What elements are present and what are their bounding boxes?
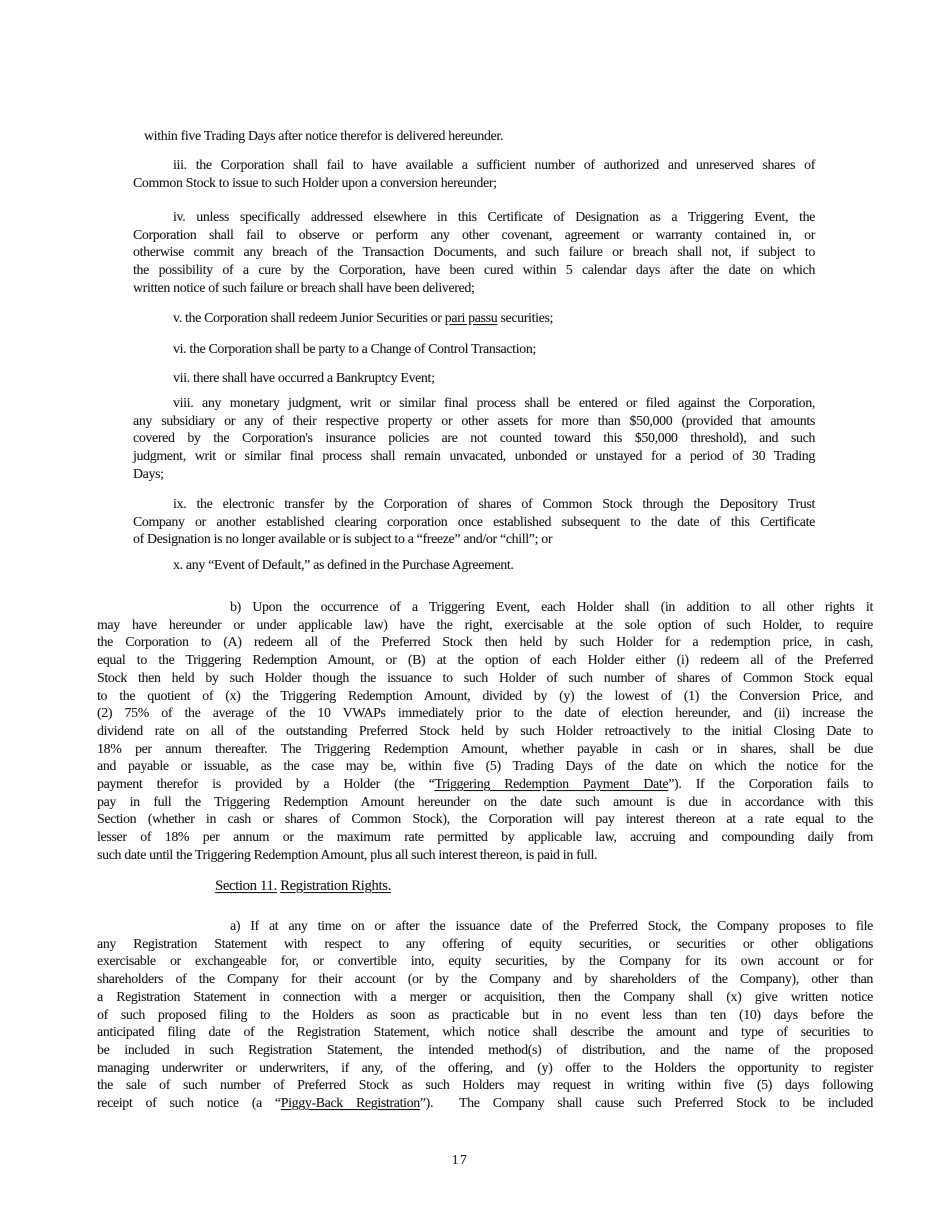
text-segment: covered by the Corporation's insurance policies are not counted toward this $50,000 threshold), and such (133, 430, 815, 446)
text-line (97, 828, 873, 846)
text-line (97, 722, 873, 740)
text-segment: anticipated filing date of the Registration Statement, which notice shall describe the amount and type of securities to (97, 1024, 873, 1040)
text-line (133, 495, 815, 513)
text-segment: the sale of such number of Preferred Stock as such Holders may request in writing within five (5) days following (97, 1077, 873, 1093)
text-segment: b) Upon the occurrence of a Triggering Event, each Holder shall (in addition to all other rights it (230, 599, 873, 614)
list-item-iv (133, 208, 815, 297)
text-segment: a) If at any time on or after the issuance date of the Preferred Stock, the Company proposes to file (230, 918, 873, 933)
text-line (97, 633, 873, 651)
text-segment: ”). The Company shall cause such Preferred Stock to be included (419, 1095, 874, 1111)
text-line (215, 878, 665, 896)
text-segment: ”). If the Corporation fails to (668, 776, 873, 792)
text-segment: pay in full the Triggering Redemption Amount hereunder on the date such amount is due in accordance with this (97, 793, 873, 809)
text-segment: Days; (133, 465, 164, 481)
underlined-term: pari passu (444, 310, 498, 325)
text-line (133, 369, 815, 387)
text-segment: v. the Corporation shall redeem Junior Securities or (173, 310, 445, 325)
text-segment: Corporation shall fail to observe or perform any other covenant, agreement or warranty contained in, or (133, 226, 815, 242)
text-segment: ix. the electronic transfer by the Corporation of shares of Common Stock through the Depository Trust (173, 496, 815, 511)
text-segment: shareholders of the Company for their account (or by the Company and by shareholders of the Company), other than (97, 971, 873, 987)
list-item-vi (133, 340, 815, 358)
text-segment: such date until the Triggering Redemption Amount, plus all such interest thereon, is paid in full. (97, 846, 598, 862)
text-line (97, 1076, 873, 1094)
text-line (144, 127, 820, 145)
text-line (133, 429, 815, 447)
text-line (97, 775, 873, 793)
text-segment: Company or another established clearing corporation once established subsequent to the date of this Certificate (133, 513, 815, 529)
text-segment: 18% per annum thereafter. The Triggering Redemption Amount, whether payable in cash or in shares, shall be due (97, 740, 873, 756)
text-segment: equal to the Triggering Redemption Amount, or (B) at the option of each Holder either (i) redeem all of the Preferred (97, 652, 873, 668)
text-line (133, 340, 815, 358)
text-line (133, 243, 815, 261)
text-segment: and payable or issuable, as the case may be, within five (5) Trading Days of the date on which the notice for the (97, 758, 873, 774)
text-segment: Section (whether in cash or shares of Common Stock), the Corporation will pay interest thereon at a rate equal to the (97, 811, 873, 827)
underlined-term: Section 11. (215, 878, 277, 894)
text-segment: be included in such Registration Statement, the intended method(s) of distribution, and the name of the proposed (97, 1041, 873, 1057)
underlined-term: Triggering Redemption Payment Date (434, 776, 669, 792)
list-item-iii (133, 156, 815, 191)
list-item-x (133, 556, 815, 574)
text-segment: may have hereunder or under applicable law) have the right, exercisable at the sole option of such Holder, to require (97, 616, 873, 632)
text-segment: iv. unless specifically addressed elsewhere in this Certificate of Designation as a Triggering Event, the (173, 209, 815, 224)
text-segment: lesser of 18% per annum or the maximum rate permitted by applicable law, accruing and compounding daily from (97, 829, 873, 845)
text-line (97, 970, 873, 988)
text-line (97, 935, 873, 953)
text-line (97, 598, 873, 616)
paragraph-a (97, 917, 873, 1112)
text-line (133, 261, 815, 279)
text-line (97, 952, 873, 970)
text-segment: dividend rate on all of the outstanding Preferred Stock held by such Holder retroactively to the initial Closing Date to (97, 722, 873, 738)
text-line (133, 556, 815, 574)
text-line (133, 226, 815, 244)
list-item-v (133, 309, 815, 327)
text-segment: iii. the Corporation shall fail to have available a sufficient number of authorized and unreserved shares of (173, 157, 815, 172)
text-line (97, 616, 873, 634)
text-line (97, 740, 873, 758)
text-line (133, 174, 815, 192)
text-segment: vii. there shall have occurred a Bankruptcy Event; (173, 370, 435, 385)
text-line (97, 1094, 873, 1112)
text-segment: x. any “Event of Default,” as defined in the Purchase Agreement. (173, 557, 514, 572)
text-segment: the Corporation to (A) redeem all of the Preferred Stock then held by such Holder for a redemption price, in cash, (97, 634, 873, 650)
text-line (97, 1006, 873, 1024)
text-line (97, 1059, 873, 1077)
text-line (133, 447, 815, 465)
section-11-heading (215, 878, 665, 896)
paragraph-continuation (144, 127, 820, 145)
page-number: 17 (451, 1152, 469, 1167)
text-line (133, 156, 815, 174)
text-segment: a Registration Statement in connection with a merger or acquisition, then the Company shall (x) give written notice (97, 988, 873, 1004)
text-line (97, 793, 873, 811)
list-item-viii (133, 394, 815, 483)
text-line (97, 757, 873, 775)
text-line (97, 669, 873, 687)
text-line (97, 651, 873, 669)
text-line (133, 513, 815, 531)
text-line (97, 810, 873, 828)
text-line (97, 846, 873, 864)
underlined-term: Piggy-Back Registration (280, 1095, 420, 1111)
text-segment: receipt of such notice (a “ (97, 1095, 281, 1111)
list-item-ix (133, 495, 815, 548)
text-line (133, 208, 815, 226)
text-segment: to the quotient of (x) the Triggering Redemption Amount, divided by (y) the lowest of (1) the Conversion Price, and (97, 687, 873, 703)
underlined-term: Registration Rights. (280, 878, 391, 894)
text-segment: viii. any monetary judgment, writ or similar final process shall be entered or filed against the Corporation, (173, 395, 815, 410)
text-segment: any Registration Statement with respect to any offering of equity securities, or securities or other obligations (97, 935, 873, 951)
text-segment: written notice of such failure or breach shall have been delivered; (133, 279, 475, 295)
list-item-vii (133, 369, 815, 387)
text-line (97, 1023, 873, 1041)
text-segment: the possibility of a cure by the Corporation, have been cured within 5 calendar days after the date on which (133, 262, 815, 278)
text-line (97, 917, 873, 935)
text-segment: (2) 75% of the average of the 10 VWAPs immediately prior to the date of election hereunder, and (ii) increase the (97, 705, 873, 721)
text-segment: of Designation is no longer available or is subject to a “freeze” and/or “chill”; or (133, 531, 553, 547)
text-line (133, 412, 815, 430)
text-segment: payment therefor is provided by a Holder (the “ (97, 776, 435, 792)
text-line (133, 530, 815, 548)
text-segment: securities; (497, 310, 554, 325)
text-line (97, 704, 873, 722)
text-segment: Common Stock to issue to such Holder upon a conversion hereunder; (133, 174, 497, 190)
text-line (133, 279, 815, 297)
text-line (133, 465, 815, 483)
text-segment: of such proposed filing to the Holders as soon as practicable but in no event less than ten (10) days before the (97, 1006, 873, 1022)
paragraph-b (97, 598, 873, 864)
text-segment: any subsidiary or any of their respective property or other assets for more than $50,000 (provided that amounts (133, 412, 815, 428)
text-segment: judgment, writ or similar final process shall remain unvacated, unbonded or unstayed for a period of 30 Trading (133, 448, 815, 464)
text-segment: Stock then held by such Holder though the issuance to such Holder of such number of shares of Common Stock equal (97, 669, 873, 685)
text-line (97, 687, 873, 705)
text-segment: within five Trading Days after notice therefor is delivered hereunder. (144, 128, 504, 143)
text-line (133, 394, 815, 412)
text-line (133, 309, 815, 327)
text-segment: otherwise commit any breach of the Transaction Documents, and such failure or breach shall not, if subject to (133, 244, 815, 260)
text-line (97, 1041, 873, 1059)
text-line (97, 988, 873, 1006)
text-segment: managing underwriter or underwriters, if any, of the offering, and (y) offer to the Holders the opportunity to register (97, 1059, 873, 1075)
text-segment: vi. the Corporation shall be party to a Change of Control Transaction; (173, 341, 536, 356)
text-segment: exercisable or exchangeable for, or convertible into, equity securities, by the Company for its own account or for (97, 953, 873, 969)
